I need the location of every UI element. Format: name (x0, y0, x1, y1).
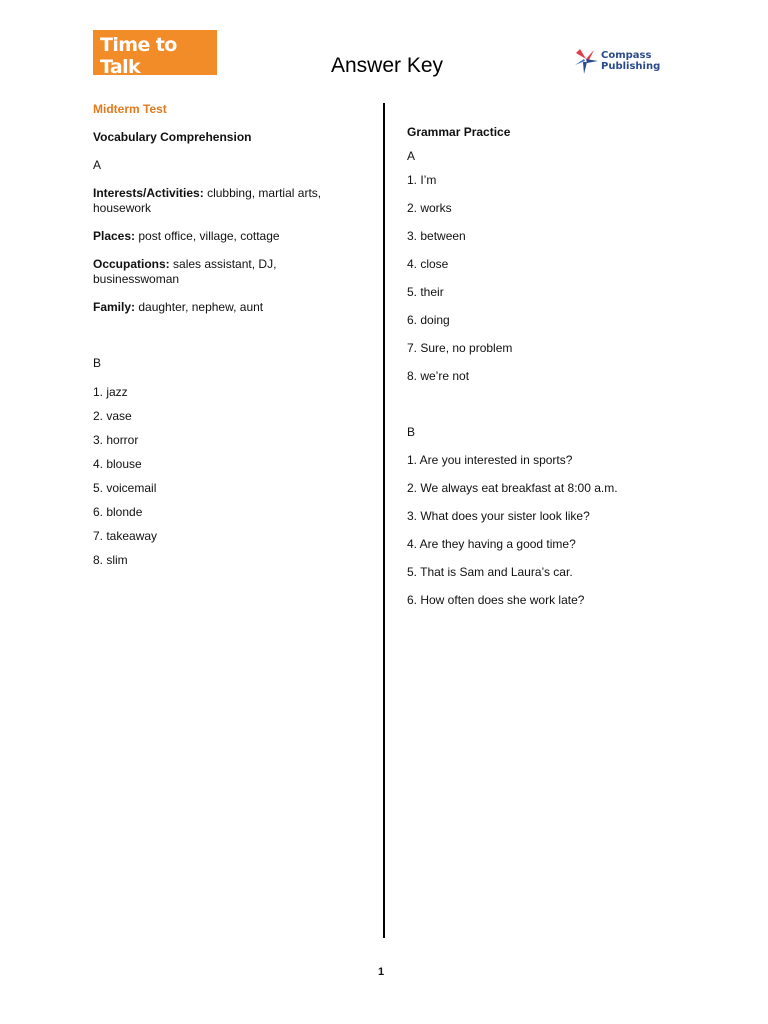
category-answer: sales assistant, DJ, businesswoman (93, 257, 277, 286)
list-item: 4. Are they having a good time? (407, 537, 576, 551)
brand-title: Time to Talk (100, 34, 177, 78)
publisher-logo (574, 47, 674, 75)
part-a-label: A (93, 158, 102, 172)
left-column (93, 102, 358, 568)
category-label: Places: (93, 229, 136, 243)
compass-star-icon (574, 47, 600, 75)
page-title: Answer Key (331, 54, 444, 77)
list-item: 1. jazz (93, 385, 128, 399)
list-item: 1. I’m (407, 173, 437, 187)
list-item: 7. Sure, no problem (407, 341, 513, 355)
list-item: 2. vase (93, 409, 132, 423)
list-item: 1. Are you interested in sports? (407, 453, 573, 467)
list-item: 4. close (407, 257, 449, 271)
part-b-label: B (93, 356, 102, 370)
list-item: 2. We always eat breakfast at 8:00 a.m. (407, 481, 618, 495)
list-item: 3. What does your sister look like? (407, 509, 590, 523)
category-label: Family: (93, 300, 136, 314)
category-answer: daughter, nephew, aunt (138, 300, 264, 314)
test-title: Midterm Test (93, 102, 167, 116)
publisher-name-line1: Compass (601, 50, 652, 61)
list-item: 6. blonde (93, 505, 143, 519)
category-label: Interests/Activities: (93, 186, 204, 200)
right-column (407, 125, 707, 608)
category-item (93, 300, 358, 315)
section-title-grammar: Grammar Practice (407, 125, 511, 139)
category-answer: clubbing, martial arts, housework (93, 186, 322, 215)
list-item: 4. blouse (93, 457, 142, 471)
list-item: 6. doing (407, 313, 450, 327)
list-item: 5. voicemail (93, 481, 157, 495)
list-item: 8. we’re not (407, 369, 470, 383)
list-item: 3. between (407, 229, 466, 243)
section-title-vocabulary: Vocabulary Comprehension (93, 130, 252, 144)
brand-subtitle: 21st Century Communication Skills (100, 80, 186, 86)
list-item: 7. takeaway (93, 529, 158, 543)
category-item (93, 257, 358, 287)
category-item (93, 229, 358, 244)
page-number: 1 (378, 966, 385, 978)
list-item: 5. their (407, 285, 444, 299)
category-answer: post office, village, cottage (138, 229, 280, 243)
part-a-label: A (407, 149, 416, 163)
category-label: Occupations: (93, 257, 170, 271)
column-divider (383, 103, 385, 938)
list-item: 2. works (407, 201, 452, 215)
brand-logo (93, 30, 217, 86)
category-item (93, 186, 358, 216)
list-item: 3. horror (93, 433, 139, 447)
publisher-name-line2: Publishing (601, 61, 661, 72)
part-b-label: B (407, 425, 416, 439)
list-item: 8. slim (93, 553, 128, 567)
list-item: 5. That is Sam and Laura’s car. (407, 565, 573, 579)
list-item: 6. How often does she work late? (407, 593, 585, 607)
